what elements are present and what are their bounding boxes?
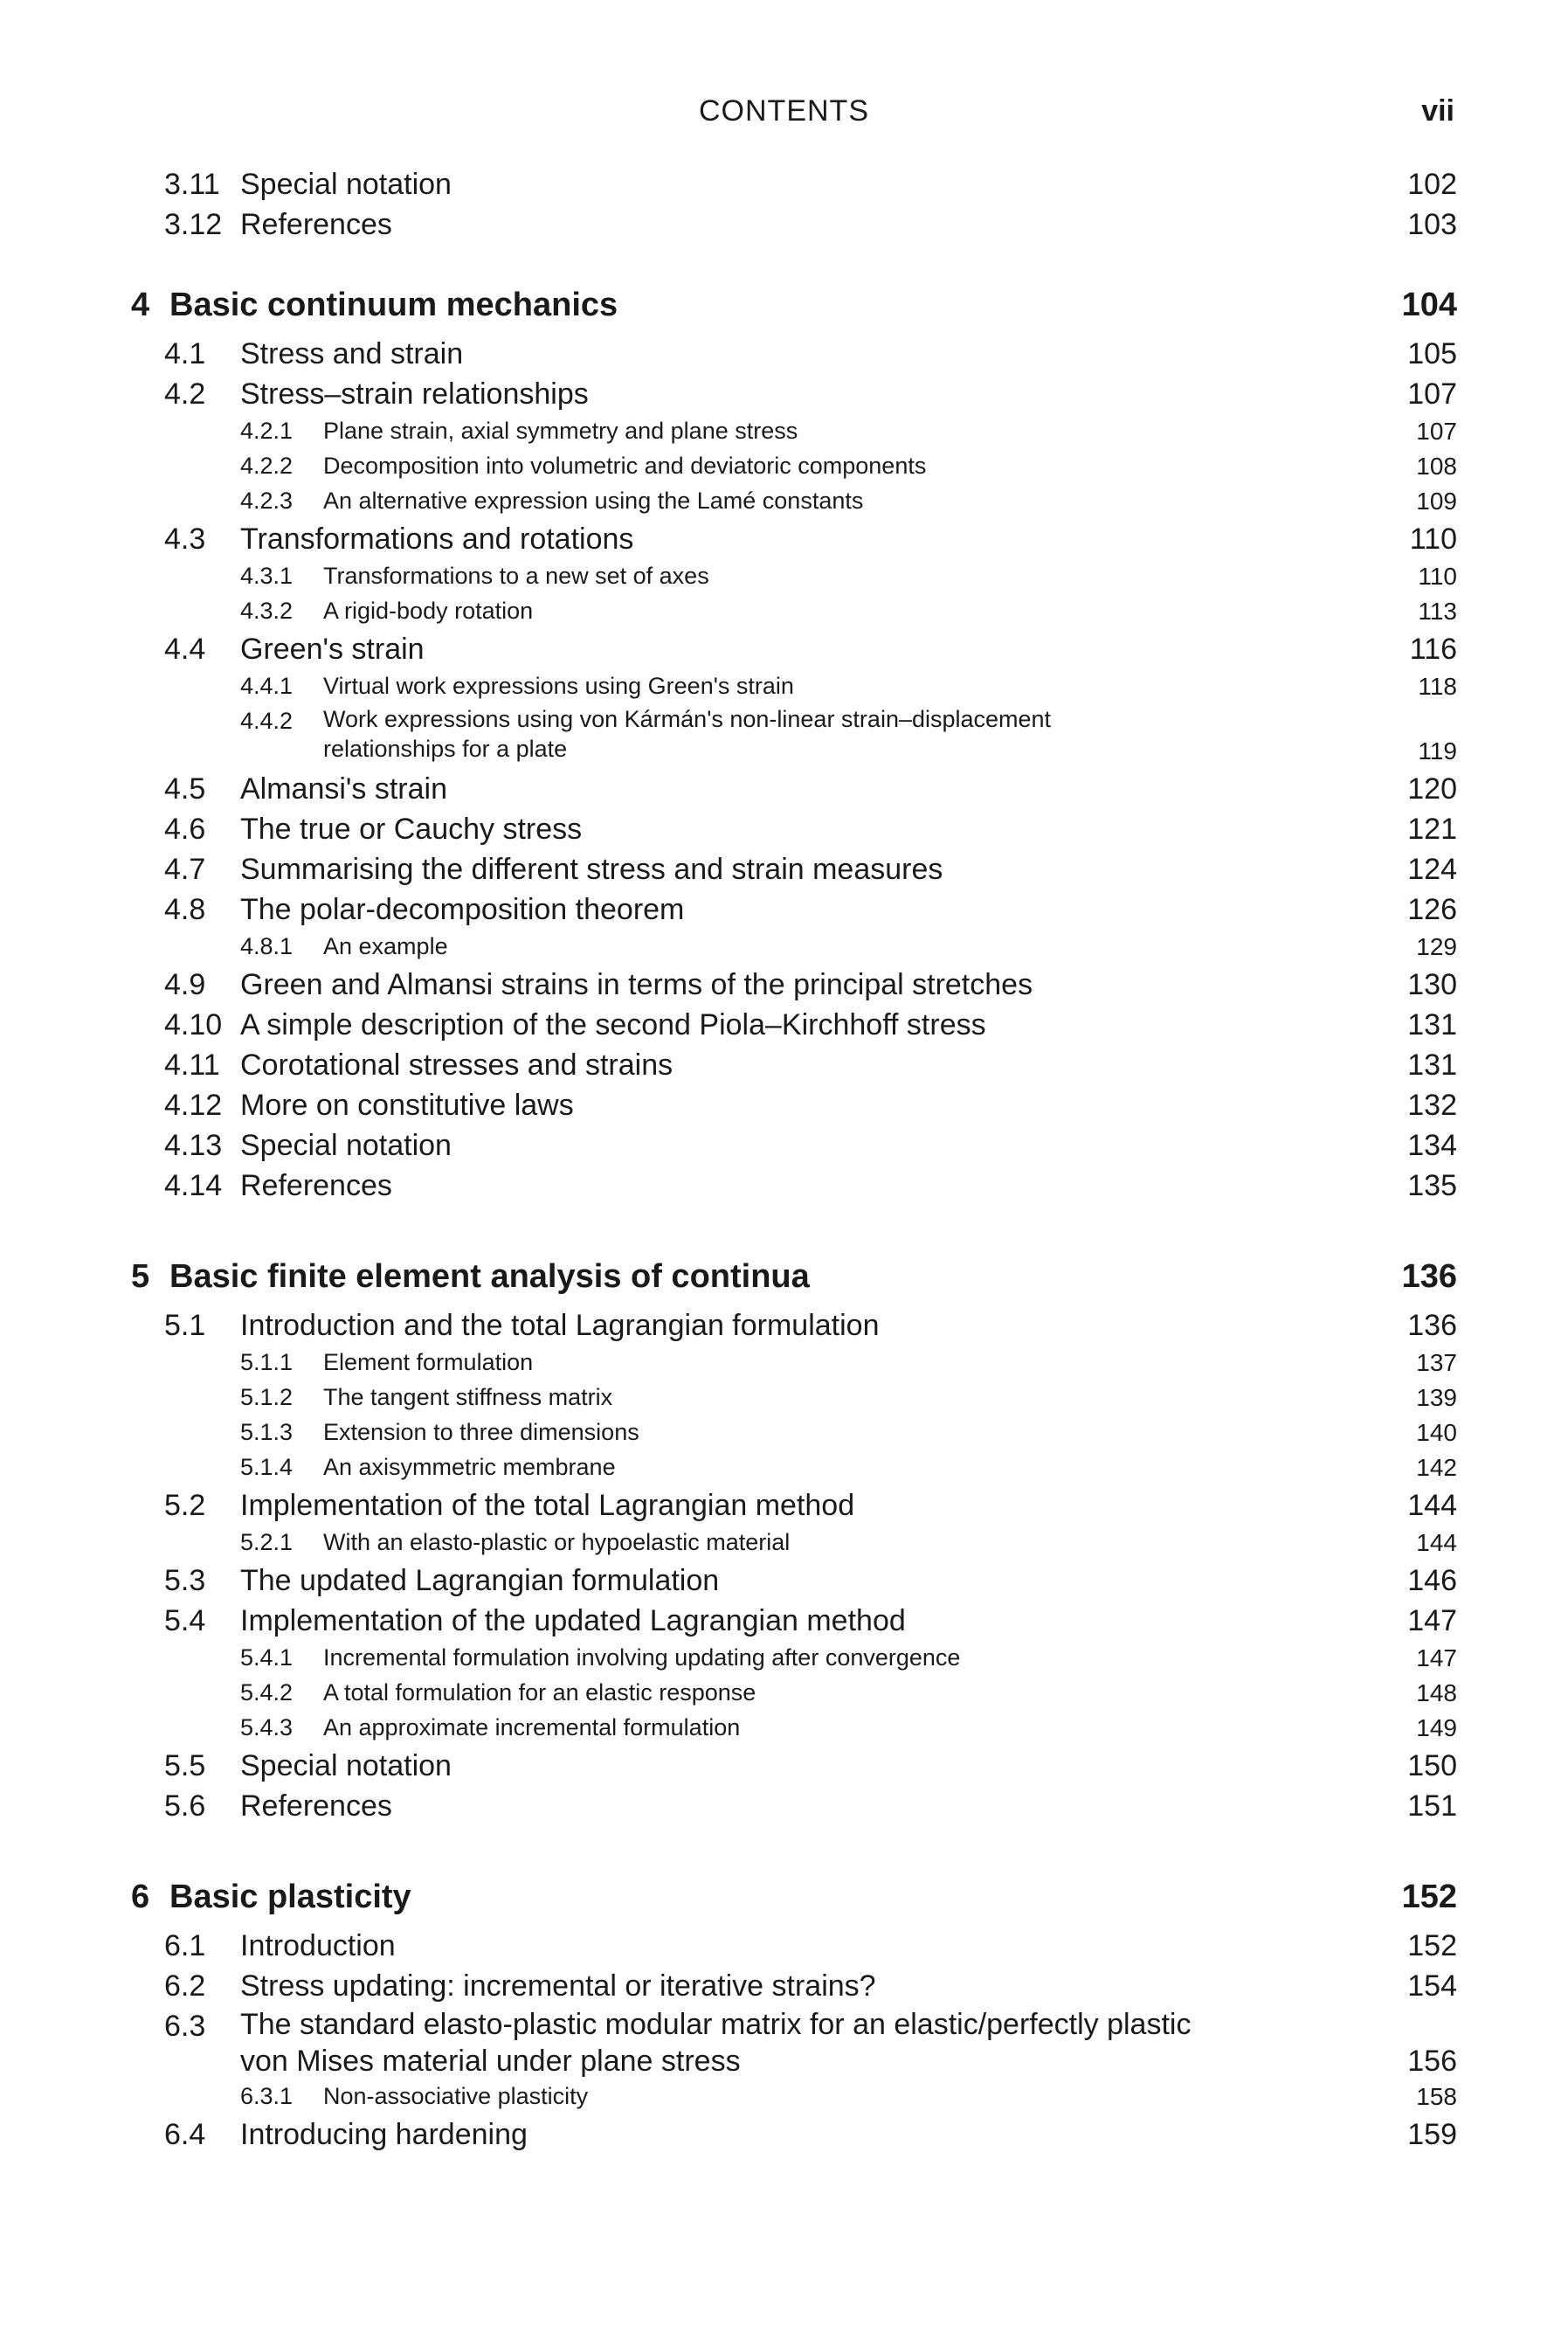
entry-number: 5.4.1 (240, 1644, 294, 1671)
entry-title: Introduction and the total Lagrangian formulation (240, 1309, 880, 1342)
toc-entry-sub (131, 1381, 1457, 1415)
toc-entry-sub (131, 930, 1457, 965)
toc-entry-sub (131, 1346, 1457, 1381)
entry-number: 4.2.2 (240, 453, 294, 479)
entry-number: 4.3 (164, 522, 206, 556)
entry-page: 159 (1407, 2118, 1457, 2151)
entry-number: 4.2.3 (240, 488, 294, 514)
entry-page: 105 (1407, 337, 1457, 370)
entry-title: An approximate incremental formulation (323, 1714, 741, 1740)
entry-page: 120 (1407, 772, 1457, 806)
entry-title: References (240, 1789, 392, 1823)
entry-title-line: Work expressions using von Kármán's non-linear strain–displacement (323, 706, 1052, 732)
toc-entry-section (131, 519, 1457, 559)
entry-page: 121 (1407, 813, 1457, 846)
entry-page: 151 (1407, 1789, 1457, 1823)
toc-entry-section (131, 849, 1457, 889)
toc-entry-section (131, 1560, 1457, 1601)
entry-title: The polar-decomposition theorem (240, 893, 685, 926)
entry-title: Basic continuum mechanics (169, 287, 618, 323)
toc-entry-sub (131, 449, 1457, 484)
entry-title: Basic finite element analysis of continua (169, 1258, 810, 1295)
entry-title: The true or Cauchy stress (240, 813, 583, 846)
entry-title: Special notation (240, 1749, 452, 1782)
entry-title: Almansi's strain (240, 772, 448, 806)
entry-title: Extension to three dimensions (323, 1419, 639, 1445)
entry-number: 4.4 (164, 633, 206, 666)
entry-page: 131 (1407, 1048, 1457, 1082)
entry-page: 147 (1407, 1604, 1457, 1637)
entry-number: 5.3 (164, 1564, 206, 1597)
entry-page: 104 (1401, 287, 1457, 323)
toc-entry-sub (131, 1641, 1457, 1676)
entry-title: A rigid-body rotation (323, 598, 534, 624)
entry-title: Summarising the different stress and strain measures (240, 853, 943, 886)
entry-title: The updated Lagrangian formulation (240, 1564, 720, 1597)
entry-number: 4.10 (164, 1008, 223, 1041)
toc-entry-section (131, 889, 1457, 930)
entry-title: Decomposition into volumetric and deviatoric components (323, 453, 927, 479)
toc-entry-section (131, 1305, 1457, 1346)
entry-number: 5.4.3 (240, 1714, 294, 1740)
entry-title: Plane strain, axial symmetry and plane stress (323, 418, 798, 444)
entry-title: Implementation of the total Lagrangian method (240, 1489, 855, 1522)
toc-entry-section (131, 809, 1457, 849)
toc-entry-section (131, 1085, 1457, 1125)
entry-page: 107 (1416, 418, 1457, 445)
entry-number: 4.4.2 (240, 708, 294, 734)
entry-page: 139 (1416, 1384, 1457, 1411)
entry-title-line: von Mises material under plane stress (240, 2045, 741, 2078)
entry-title: With an elasto-plastic or hypoelastic material (323, 1529, 791, 1555)
entry-number: 4.3.1 (240, 563, 294, 589)
entry-page: 142 (1416, 1454, 1457, 1481)
entry-page: 152 (1401, 1879, 1457, 1915)
entry-page: 130 (1407, 968, 1457, 1001)
toc-entry-sub (131, 1711, 1457, 1746)
entry-title: A total formulation for an elastic response (323, 1679, 756, 1706)
toc-entry-section (131, 965, 1457, 1005)
entry-title: Stress updating: incremental or iterative strains? (240, 1969, 876, 2003)
entry-number: 6.2 (164, 1969, 206, 2003)
toc-entry-section (131, 164, 1457, 204)
entry-number: 4.2.1 (240, 418, 294, 444)
entry-page: 113 (1418, 598, 1457, 625)
entry-number: 4.14 (164, 1169, 223, 1202)
entry-number: 3.12 (164, 208, 223, 241)
entry-page: 126 (1407, 893, 1457, 926)
entry-number: 6.3 (164, 2010, 206, 2043)
toc-entry-section (131, 1005, 1457, 1045)
toc-entry-sub (131, 704, 1457, 769)
entry-page: 154 (1407, 1969, 1457, 2003)
toc-entry-section (131, 374, 1457, 414)
entry-title: Implementation of the updated Lagrangian method (240, 1604, 906, 1637)
entry-number: 5.6 (164, 1789, 206, 1823)
entry-title: Stress–strain relationships (240, 377, 589, 411)
entry-page: 149 (1416, 1714, 1457, 1741)
toc-entry-chapter (131, 260, 1457, 334)
entry-number: 4.13 (164, 1129, 223, 1162)
entry-title: More on constitutive laws (240, 1089, 574, 1122)
entry-title: An axisymmetric membrane (323, 1454, 616, 1480)
toc-entry-section (131, 2114, 1457, 2155)
entry-title: Transformations and rotations (240, 522, 634, 556)
entry-page: 144 (1416, 1529, 1457, 1556)
entry-page: 140 (1416, 1419, 1457, 1446)
entry-page: 118 (1418, 673, 1457, 700)
entry-title: Element formulation (323, 1349, 534, 1375)
toc-entry-section (131, 1746, 1457, 1786)
entry-page: 136 (1401, 1258, 1457, 1295)
toc-entry-section (131, 629, 1457, 669)
toc-entry-sub (131, 1676, 1457, 1711)
entry-page: 132 (1407, 1089, 1457, 1122)
toc-entry-sub (131, 1415, 1457, 1450)
toc-entry-sub (131, 594, 1457, 629)
entry-page: 150 (1407, 1749, 1457, 1782)
entry-page: 103 (1407, 208, 1457, 241)
entry-title (323, 704, 1051, 764)
entry-number: 5.1.2 (240, 1384, 294, 1410)
entry-number: 4.3.2 (240, 598, 294, 624)
entry-title: Green and Almansi strains in terms of the principal stretches (240, 968, 1033, 1001)
entry-number: 5.4.2 (240, 1679, 294, 1706)
table-of-contents (131, 164, 1457, 2155)
entry-title: Green's strain (240, 633, 425, 666)
entry-title: Basic plasticity (169, 1879, 411, 1915)
entry-number: 6.4 (164, 2118, 206, 2151)
entry-number: 4.8.1 (240, 933, 294, 959)
entry-number: 4.1 (164, 337, 206, 370)
entry-title: Introduction (240, 1929, 396, 1962)
toc-entry-sub (131, 2079, 1457, 2114)
entry-number: 4.9 (164, 968, 206, 1001)
entry-title: Special notation (240, 168, 452, 201)
toc-entry-section (131, 1786, 1457, 1826)
toc-entry-sub (131, 1450, 1457, 1485)
toc-entry-section (131, 1125, 1457, 1166)
entry-number: 5.1.1 (240, 1349, 294, 1375)
entry-title: Transformations to a new set of axes (323, 563, 709, 589)
page-number: vii (1421, 94, 1454, 128)
entry-number: 5.2.1 (240, 1529, 294, 1555)
entry-title (240, 2006, 1191, 2079)
toc-entry-section (131, 334, 1457, 374)
entry-page: 108 (1416, 453, 1457, 480)
entry-title: Stress and strain (240, 337, 464, 370)
toc-entry-section (131, 2006, 1457, 2079)
toc-entry-section (131, 204, 1457, 245)
entry-number: 5.1.4 (240, 1454, 294, 1480)
toc-entry-section (131, 1601, 1457, 1641)
entry-title: Non-associative plasticity (323, 2083, 589, 2109)
entry-number: 4.4.1 (240, 673, 294, 699)
entry-title: References (240, 1169, 392, 1202)
entry-page: 110 (1409, 522, 1457, 556)
entry-page: 144 (1407, 1489, 1457, 1522)
entry-number: 4.2 (164, 377, 206, 411)
entry-number: 5.1.3 (240, 1419, 294, 1445)
entry-number: 3.11 (164, 168, 220, 201)
toc-entry-section (131, 1926, 1457, 1966)
entry-page: 156 (1407, 2045, 1457, 2078)
entry-page: 102 (1407, 168, 1457, 201)
toc-entry-sub (131, 484, 1457, 519)
entry-number: 5.5 (164, 1749, 206, 1782)
entry-page: 137 (1416, 1349, 1457, 1376)
entry-number: 4.6 (164, 813, 206, 846)
entry-title-line: relationships for a plate (323, 736, 568, 762)
toc-entry-chapter (131, 1232, 1457, 1305)
entry-title: An alternative expression using the Lamé constants (323, 488, 864, 514)
entry-number: 5 (131, 1258, 150, 1295)
toc-entry-sub (131, 559, 1457, 594)
entry-number: 4.8 (164, 893, 206, 926)
entry-title: A simple description of the second Piola–Kirchhoff stress (240, 1008, 986, 1041)
entry-number: 4.12 (164, 1089, 223, 1122)
entry-page: 152 (1407, 1929, 1457, 1962)
entry-page: 135 (1407, 1169, 1457, 1202)
entry-title: Corotational stresses and strains (240, 1048, 673, 1082)
entry-page: 107 (1407, 377, 1457, 411)
entry-title: The tangent stiffness matrix (323, 1384, 613, 1410)
entry-page: 124 (1407, 853, 1457, 886)
toc-entry-chapter (131, 1852, 1457, 1926)
entry-number: 6.1 (164, 1929, 206, 1962)
toc-entry-sub (131, 1526, 1457, 1560)
entry-number: 4 (131, 287, 150, 323)
toc-entry-section (131, 1045, 1457, 1085)
entry-number: 6 (131, 1879, 150, 1915)
entry-page: 119 (1418, 737, 1457, 765)
toc-entry-sub (131, 414, 1457, 449)
entry-number: 5.2 (164, 1489, 206, 1522)
entry-page: 136 (1407, 1309, 1457, 1342)
running-header: CONTENTS (699, 94, 869, 128)
toc-entry-section (131, 1166, 1457, 1206)
entry-number: 4.5 (164, 772, 206, 806)
entry-page: 146 (1407, 1564, 1457, 1597)
entry-number: 5.1 (164, 1309, 206, 1342)
toc-entry-section (131, 1966, 1457, 2006)
entry-page: 147 (1416, 1644, 1457, 1671)
entry-title: Incremental formulation involving updating after convergence (323, 1644, 961, 1671)
entry-title: Special notation (240, 1129, 452, 1162)
entry-number: 6.3.1 (240, 2083, 294, 2109)
toc-entry-section (131, 769, 1457, 809)
entry-title: An example (323, 933, 448, 959)
entry-title-line: The standard elasto-plastic modular matrix for an elastic/perfectly plastic (240, 2008, 1192, 2041)
toc-entry-sub (131, 669, 1457, 704)
entry-page: 148 (1416, 1679, 1457, 1706)
entry-number: 4.11 (164, 1048, 220, 1082)
entry-title: Introducing hardening (240, 2118, 528, 2151)
entry-title: Virtual work expressions using Green's strain (323, 673, 794, 699)
entry-page: 129 (1416, 933, 1457, 960)
entry-page: 109 (1416, 488, 1457, 515)
entry-title: References (240, 208, 392, 241)
entry-page: 110 (1418, 563, 1457, 590)
toc-entry-section (131, 1485, 1457, 1526)
entry-page: 158 (1416, 2083, 1457, 2110)
entry-page: 134 (1407, 1129, 1457, 1162)
entry-page: 131 (1407, 1008, 1457, 1041)
entry-number: 4.7 (164, 853, 206, 886)
entry-page: 116 (1409, 633, 1457, 666)
entry-number: 5.4 (164, 1604, 206, 1637)
